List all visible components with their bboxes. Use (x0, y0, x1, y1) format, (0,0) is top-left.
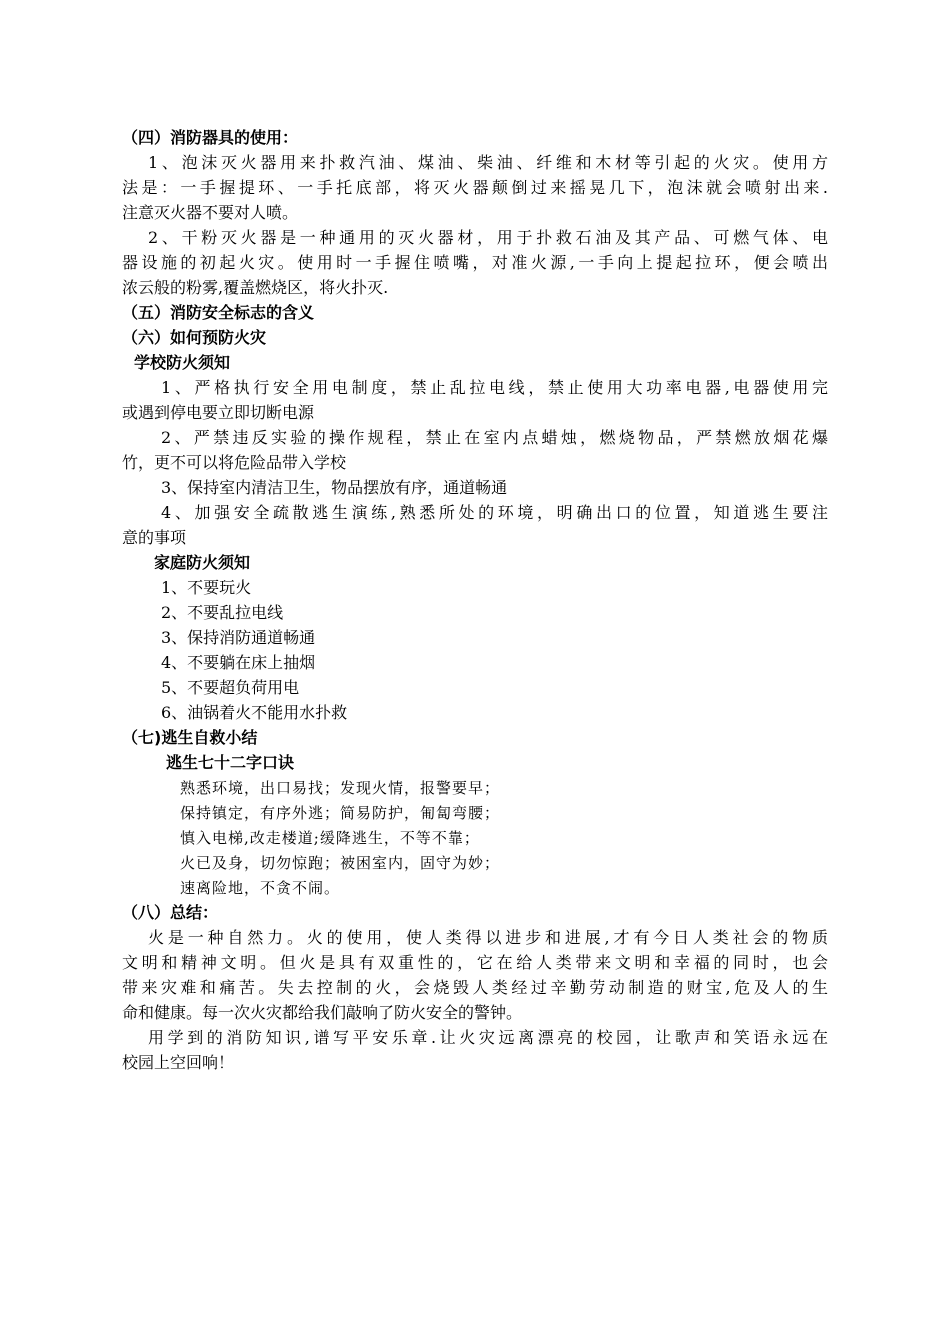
rhyme-line-5: 速离险地，不贪不闹。 (180, 879, 341, 897)
s4-p2-line-1: 2、干粉灭火器是一种通用的灭火器材，用于扑救石油及其产品、可燃气体、电 (148, 228, 828, 247)
s8-p1-line-1: 火是一种自然力。火的使用，使人类得以进步和进展,才有今日人类社会的物质 (148, 928, 828, 947)
home-item-6: 6、油锅着火不能用水扑救 (161, 703, 348, 722)
s8-p1-line-2: 文明和精神文明。但火是具有双重性的，它在给人类带来文明和幸福的同时，也会 (122, 953, 828, 972)
home-item-1: 1、不要玩火 (161, 578, 252, 597)
rhyme-line-4: 火已及身，切勿惊跑；被困室内，固守为妙； (180, 854, 501, 872)
home-item-3: 3、保持消防通道畅通 (161, 628, 316, 647)
escape-rhyme-title: 逃生七十二字口诀 (166, 753, 295, 772)
school-item-4-line-2: 意的事项 (122, 528, 187, 547)
school-item-2-line-2: 竹，更不可以将危险品带入学校 (122, 453, 347, 472)
section-4-heading: （四）消防器具的使用： (122, 128, 299, 147)
school-item-1-line-1: 1、严格执行安全用电制度，禁止乱拉电线，禁止使用大功率电器,电器使用完 (161, 378, 828, 397)
s4-p2-line-2: 器设施的初起火灾。使用时一手握住喷嘴，对准火源,一手向上提起拉环，便会喷出 (122, 253, 828, 272)
s8-p2-line-2: 校园上空回响！ (122, 1053, 235, 1072)
school-fire-heading: 学校防火须知 (134, 353, 231, 372)
s8-p1-line-4: 命和健康。每一次火灾都给我们敲响了防火安全的警钟。 (122, 1003, 523, 1022)
home-item-2: 2、不要乱拉电线 (161, 603, 284, 622)
section-7-heading: （七)逃生自救小结 (122, 728, 258, 747)
s4-p2-line-3: 浓云般的粉雾,覆盖燃烧区，将火扑灭. (122, 278, 389, 297)
home-item-5: 5、不要超负荷用电 (161, 678, 300, 697)
home-fire-heading: 家庭防火须知 (154, 553, 251, 572)
section-5-heading: （五）消防安全标志的含义 (122, 303, 315, 322)
section-8-heading: （八）总结： (122, 903, 219, 922)
s4-p1-line-2: 法是：一手握提环、一手托底部，将灭火器颠倒过来摇晃几下，泡沫就会喷射出来. (122, 178, 828, 197)
rhyme-line-3: 慎入电梯,改走楼道;缓降逃生，不等不靠； (180, 829, 480, 847)
school-item-4-line-1: 4、加强安全疏散逃生演练,熟悉所处的环境，明确出口的位置，知道逃生要注 (161, 503, 828, 522)
rhyme-line-2: 保持镇定，有序外逃；简易防护，匍匐弯腰； (180, 804, 501, 822)
school-item-3: 3、保持室内清洁卫生，物品摆放有序，通道畅通 (161, 478, 508, 497)
school-item-1-line-2: 或遇到停电要立即切断电源 (122, 403, 315, 422)
rhyme-line-1: 熟悉环境，出口易找；发现火情，报警要早； (180, 779, 501, 797)
s8-p1-line-3: 带来灾难和痛苦。失去控制的火，会烧毁人类经过辛勤劳动制造的财宝,危及人的生 (122, 978, 828, 997)
school-item-2-line-1: 2、严禁违反实验的操作规程，禁止在室内点蜡烛，燃烧物品，严禁燃放烟花爆 (161, 428, 828, 447)
s4-p1-line-3: 注意灭火器不要对人喷。 (122, 203, 299, 222)
s4-p1-line-1: 1、泡沫灭火器用来扑救汽油、煤油、柴油、纤维和木材等引起的火灾。使用方 (148, 153, 828, 172)
section-6-heading: （六）如何预防火灾 (122, 328, 267, 347)
s8-p2-line-1: 用学到的消防知识,谱写平安乐章.让火灾远离漂亮的校园，让歌声和笑语永远在 (148, 1028, 828, 1047)
home-item-4: 4、不要躺在床上抽烟 (161, 653, 316, 672)
